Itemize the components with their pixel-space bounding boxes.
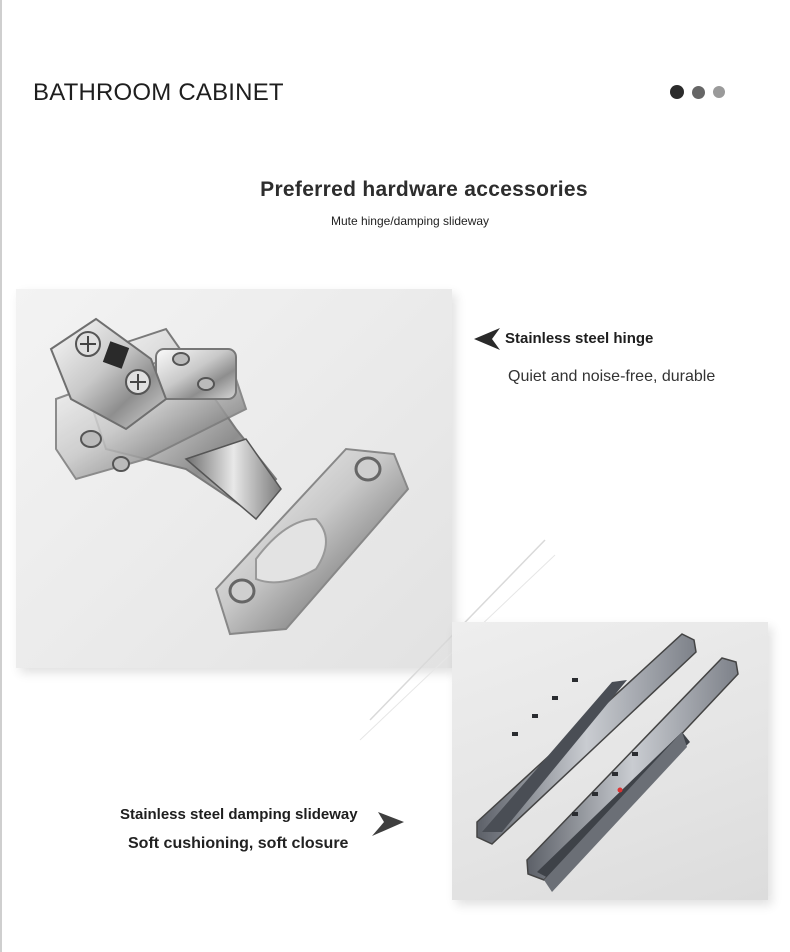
arrow-left-icon	[474, 328, 502, 350]
arrow-right-icon	[372, 812, 404, 836]
feature-hinge-description: Quiet and noise-free, durable	[508, 368, 716, 385]
section-subtitle: Mute hinge/damping slideway	[330, 214, 490, 228]
feature-slideway-title: Stainless steel damping slideway	[120, 806, 358, 823]
slideway-image	[452, 622, 768, 900]
carousel-dot-2[interactable]	[692, 86, 705, 99]
carousel-dot-3[interactable]	[713, 86, 725, 98]
carousel-dots[interactable]	[670, 85, 725, 99]
slideway-illustration	[452, 622, 768, 900]
section-title: Preferred hardware accessories	[260, 178, 588, 201]
feature-slideway-description: Soft cushioning, soft closure	[128, 835, 349, 852]
feature-hinge-title: Stainless steel hinge	[505, 330, 654, 347]
left-edge-rule	[0, 0, 2, 952]
page-title: BATHROOM CABINET	[33, 79, 284, 106]
carousel-dot-1[interactable]	[670, 85, 684, 99]
